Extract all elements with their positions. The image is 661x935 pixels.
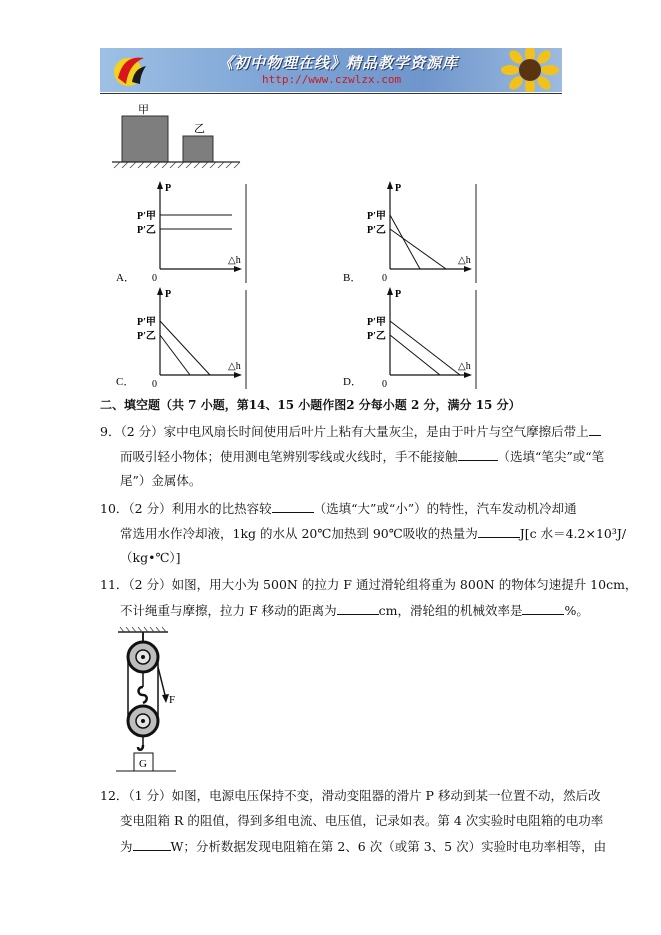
graph-option-b xyxy=(343,181,476,284)
origin-label: 0 xyxy=(382,379,387,390)
option-label: B． xyxy=(343,272,362,284)
p-axis-label: P xyxy=(165,289,172,300)
weight-label: G xyxy=(139,758,147,770)
p-jia-label: P′甲 xyxy=(137,317,156,328)
origin-label: 0 xyxy=(152,273,157,284)
line-yi xyxy=(390,229,446,269)
label-yi: 乙 xyxy=(194,123,205,135)
x-arrow-icon xyxy=(234,372,242,378)
section2-heading: 二、填空题（共 7 小题，第14、15 小题作图2 分每小题 2 分，满分 15 分） xyxy=(100,398,521,412)
graph-option-a xyxy=(116,181,246,284)
p-axis-label: P xyxy=(165,183,172,194)
q10-line3: （kg•℃）] xyxy=(120,550,181,565)
q12-line3: 为 W；分析数据发现电阻箱在第 2、6 次（或第 3、5 次）实验时电功率相等，由 xyxy=(120,839,607,854)
q11-blank1[interactable] xyxy=(337,602,379,615)
q11-blank2[interactable] xyxy=(522,602,564,615)
ground-hatch xyxy=(114,162,240,168)
q12-line2: 变电阻箱 R 的阻值，得到多组电流、电压值，记录如表。第 4 次实验时电阻箱的电功率 xyxy=(120,813,604,828)
hook-icon xyxy=(139,687,147,703)
q10-line2: 常选用水作冷却液，1kg 的水从 20℃加热到 90℃吸收的热量为 J[c 水＝4.2×10³J/ xyxy=(120,526,627,541)
y-arrow-icon xyxy=(157,181,163,189)
q10-blank1[interactable] xyxy=(272,500,314,513)
q9-blank2[interactable] xyxy=(458,448,498,461)
option-label: A． xyxy=(116,272,135,284)
block-jia xyxy=(122,116,168,162)
x-arrow-icon xyxy=(464,266,472,272)
force-label: F xyxy=(169,694,176,706)
origin-label: 0 xyxy=(382,273,387,284)
q9-line3: 尾”）金属体。 xyxy=(120,473,202,488)
graph-option-c xyxy=(116,287,246,390)
p-yi-label: P′乙 xyxy=(367,225,386,236)
line-jia xyxy=(390,321,460,375)
q11-line2: 不计绳重与摩擦，拉力 F 移动的距离为 cm，滑轮组的机械效率是 %。 xyxy=(120,603,589,618)
p-jia-label: P′甲 xyxy=(367,211,386,222)
p-jia-label: P′甲 xyxy=(367,317,386,328)
h-axis-label: △h xyxy=(458,361,471,372)
lower-hook-icon xyxy=(138,745,143,750)
pulley-figure xyxy=(110,625,185,777)
x-arrow-icon xyxy=(234,266,242,272)
q12-line1: 12．（1 分）如图，电源电压保持不变，滑动变阻器的滑片 P 移动到某一位置不动，然后改 xyxy=(100,788,601,803)
q12-blank1[interactable] xyxy=(133,838,171,851)
y-arrow-icon xyxy=(387,287,393,295)
line-yi xyxy=(390,335,440,375)
line-jia xyxy=(160,321,210,375)
option-label: D． xyxy=(343,376,362,388)
label-jia: 甲 xyxy=(138,104,149,116)
h-axis-label: △h xyxy=(458,255,471,266)
force-arrow-icon xyxy=(162,694,169,703)
h-axis-label: △h xyxy=(228,361,241,372)
p-axis-label: P xyxy=(395,183,402,194)
blocks-figure xyxy=(110,102,245,170)
header-banner xyxy=(100,48,562,92)
x-arrow-icon xyxy=(464,372,472,378)
y-arrow-icon xyxy=(387,181,393,189)
q11-line1: 11．（2 分）如图，用大小为 500N 的拉力 F 通过滑轮组将重为 800N 的物体匀速提升 10cm， xyxy=(100,577,638,592)
y-arrow-icon xyxy=(157,287,163,295)
p-jia-label: P′甲 xyxy=(137,211,156,222)
option-graphs xyxy=(0,175,661,390)
q10-blank2[interactable] xyxy=(478,525,520,538)
p-yi-label: P′乙 xyxy=(137,225,156,236)
origin-label: 0 xyxy=(152,379,157,390)
force-rope xyxy=(158,667,166,699)
p-yi-label: P′乙 xyxy=(137,331,156,342)
q10-line1: 10．（2 分）利用水的比热容较 （选填“大”或“小”）的特性，汽车发动机冷却通 xyxy=(100,501,577,516)
line-jia xyxy=(390,215,420,269)
p-yi-label: P′乙 xyxy=(367,331,386,342)
site-logo-icon xyxy=(110,52,150,88)
header-rule xyxy=(100,93,562,94)
option-label: C． xyxy=(116,376,135,388)
h-axis-label: △h xyxy=(228,255,241,266)
graph-option-d xyxy=(343,287,476,390)
header-url[interactable]: http://www.czwlzx.com xyxy=(262,73,402,86)
header-title: 《初中物理在线》精品教学资源库 xyxy=(218,54,459,72)
q9-line2: 而吸引轻小物体；使用测电笔辨别零线或火线时，手不能接触 （选填“笔尖”或“笔 xyxy=(120,449,605,464)
line-yi xyxy=(160,335,190,375)
sunflower-icon xyxy=(498,48,562,92)
p-axis-label: P xyxy=(395,289,402,300)
q9-blank1[interactable] xyxy=(589,423,601,436)
q9-line1: 9．（2 分）家中电风扇长时间使用后叶片上粘有大量灰尘，是由于叶片与空气摩擦后带上 xyxy=(100,423,601,440)
block-yi xyxy=(183,136,213,162)
